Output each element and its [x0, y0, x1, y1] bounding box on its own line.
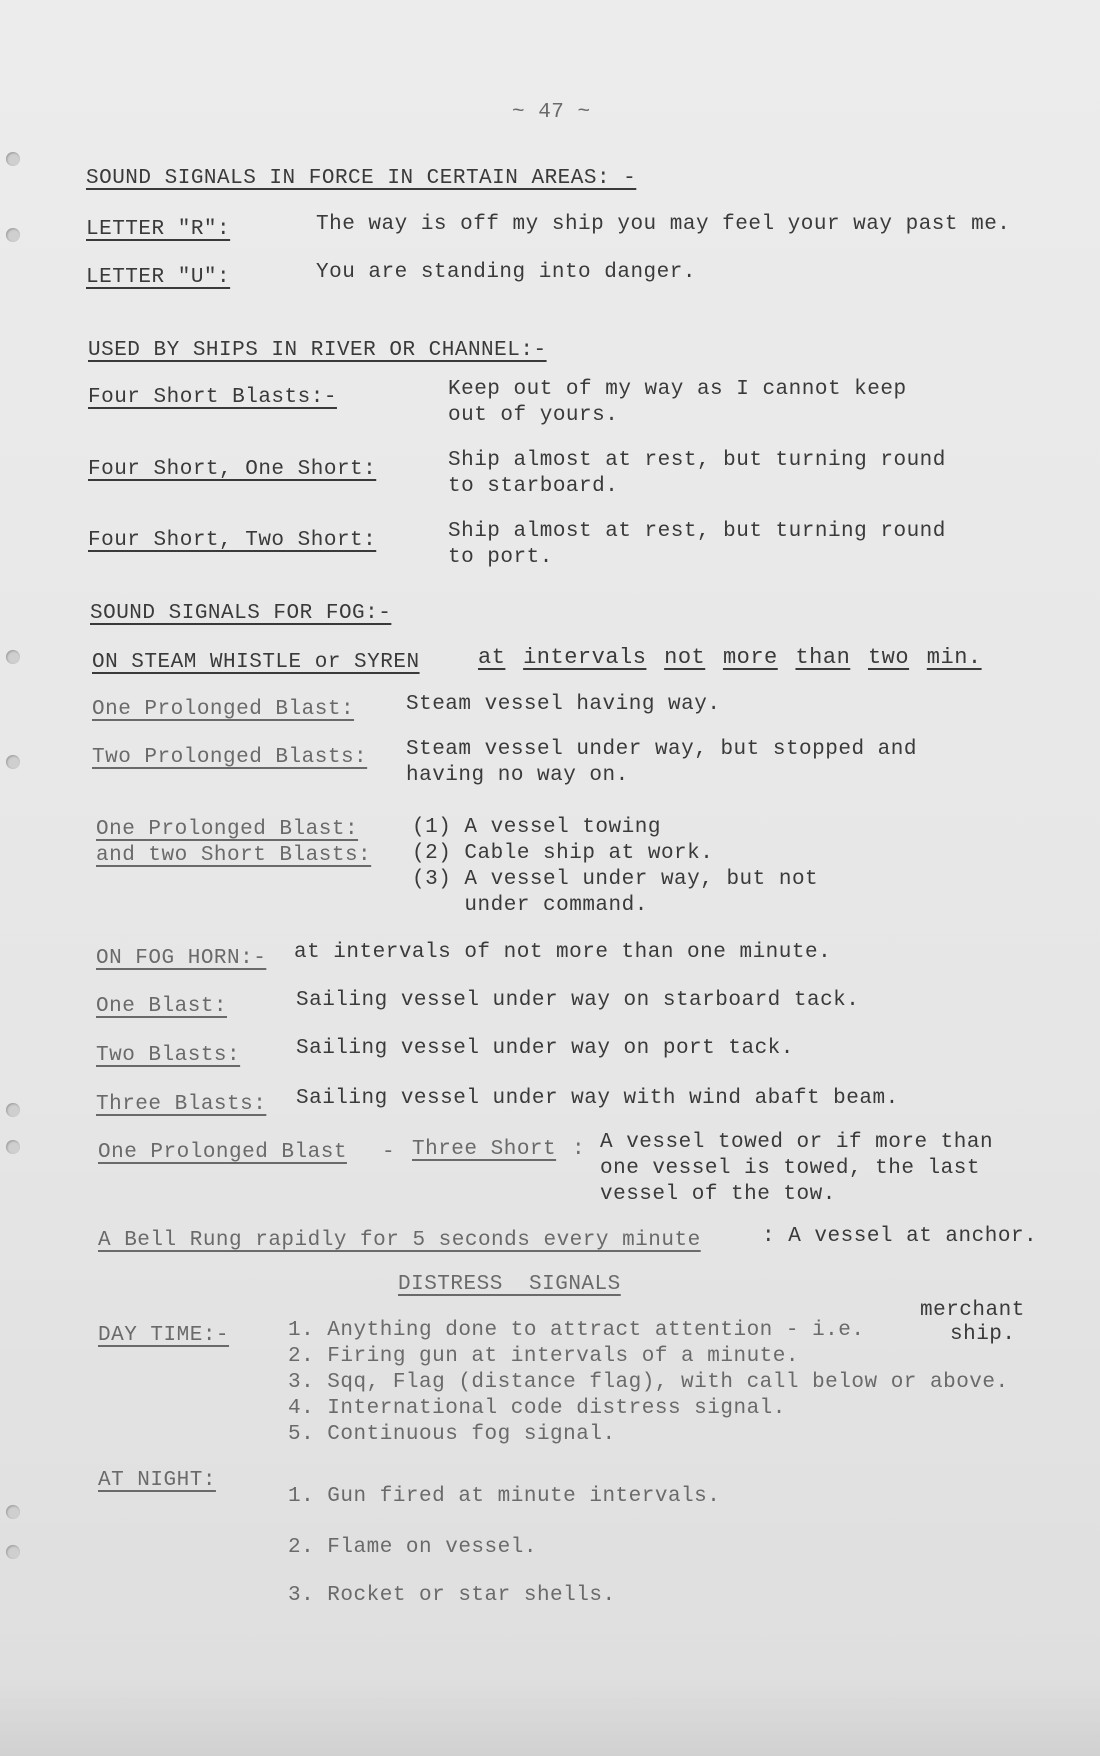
punch-hole [6, 228, 20, 242]
towed-text-cont: one vessel is towed, the last [600, 1157, 980, 1180]
four-short-blasts-label: Four Short Blasts:- [88, 386, 337, 409]
four-short-two-short-label: Four Short, Two Short: [88, 529, 377, 552]
punch-hole [6, 1505, 20, 1519]
bell-rung-text: : A vessel at anchor. [762, 1225, 1038, 1248]
two-prolonged-blasts-label: Two Prolonged Blasts: [92, 746, 368, 769]
towed-colon: : [572, 1138, 586, 1161]
interval-word: min. [926, 645, 982, 670]
prolonged-two-short-item: (2) Cable ship at work. [412, 842, 714, 865]
night-signal-item: 1. Gun fired at minute intervals. [288, 1485, 721, 1508]
four-short-blasts-text-cont: out of yours. [448, 404, 619, 427]
four-short-blasts-text: Keep out of my way as I cannot keep [448, 378, 907, 401]
interval-word: than [795, 645, 851, 670]
four-short-two-short-text-cont: to port. [448, 546, 553, 569]
letter-r-label: LETTER "R": [86, 218, 231, 241]
prolonged-two-short-item: (3) A vessel under way, but not [412, 868, 819, 891]
day-time-label: DAY TIME:- [98, 1324, 230, 1347]
prolonged-two-short-label-cont: and two Short Blasts: [96, 844, 372, 867]
prolonged-two-short-item: (1) A vessel towing [412, 816, 661, 839]
three-blasts-label: Three Blasts: [96, 1093, 267, 1116]
day-signal-item: 4. International code distress signal. [288, 1397, 786, 1420]
merchant-note-cont: ship. [950, 1323, 1016, 1346]
interval-word: at [478, 645, 506, 670]
towed-three-short-label: Three Short [412, 1138, 557, 1161]
day-signal-item: 1. Anything done to attract attention - i.e. [288, 1319, 865, 1342]
letter-u-text: You are standing into danger. [316, 261, 696, 284]
day-signal-item: 3. Sqq, Flag (distance flag), with call below or above. [288, 1371, 1009, 1394]
night-signal-item: 2. Flame on vessel. [288, 1536, 537, 1559]
fog-horn-label: ON FOG HORN:- [96, 947, 267, 970]
one-blast-text: Sailing vessel under way on starboard tack. [296, 989, 860, 1012]
towed-text-cont: vessel of the tow. [600, 1183, 836, 1206]
day-signal-item: 2. Firing gun at intervals of a minute. [288, 1345, 799, 1368]
prolonged-two-short-item: under command. [412, 894, 648, 917]
one-prolonged-blast-text: Steam vessel having way. [406, 693, 721, 716]
interval-word: not [664, 645, 706, 670]
towed-dash: - [382, 1141, 396, 1164]
four-short-one-short-label: Four Short, One Short: [88, 458, 377, 481]
punch-hole [6, 152, 20, 166]
towed-prolonged-label: One Prolonged Blast [98, 1141, 347, 1164]
interval-word: intervals [523, 645, 647, 670]
two-prolonged-blasts-text-cont: having no way on. [406, 764, 629, 787]
day-signal-item: 5. Continuous fog signal. [288, 1423, 616, 1446]
prolonged-two-short-label: One Prolonged Blast: [96, 818, 359, 841]
four-short-two-short-text: Ship almost at rest, but turning round [448, 520, 946, 543]
interval-word: two [867, 645, 910, 670]
four-short-one-short-text: Ship almost at rest, but turning round [448, 449, 946, 472]
bottom-shadow [0, 1676, 1100, 1756]
section-heading-fog: SOUND SIGNALS FOR FOG:- [90, 602, 392, 625]
two-blasts-label: Two Blasts: [96, 1044, 241, 1067]
punch-hole [6, 650, 20, 664]
section-heading-river-channel: USED BY SHIPS IN RIVER OR CHANNEL:- [88, 339, 547, 362]
steam-whistle-label: ON STEAM WHISTLE or SYREN [92, 651, 420, 674]
fog-horn-text: at intervals of not more than one minute. [294, 941, 832, 964]
four-short-one-short-text-cont: to starboard. [448, 475, 619, 498]
page-number: ~ 47 ~ [512, 101, 591, 124]
steam-whistle-interval [478, 645, 982, 671]
one-prolonged-blast-label: One Prolonged Blast: [92, 698, 355, 721]
towed-text: A vessel towed or if more than [600, 1131, 994, 1154]
punch-hole [6, 755, 20, 769]
punch-hole [6, 1103, 20, 1117]
two-blasts-text: Sailing vessel under way on port tack. [296, 1037, 794, 1060]
distress-signals-heading: DISTRESS SIGNALS [398, 1273, 621, 1296]
three-blasts-text: Sailing vessel under way with wind abaft beam. [296, 1087, 899, 1110]
merchant-note: merchant [920, 1299, 1025, 1322]
punch-hole [6, 1545, 20, 1559]
letter-u-label: LETTER "U": [86, 266, 231, 289]
section-heading-sound-signals-areas: SOUND SIGNALS IN FORCE IN CERTAIN AREAS: - [86, 167, 637, 190]
night-signal-item: 3. Rocket or star shells. [288, 1584, 616, 1607]
at-night-label: AT NIGHT: [98, 1469, 216, 1492]
letter-r-text: The way is off my ship you may feel your way past me. [316, 213, 1011, 236]
interval-word: more [722, 645, 778, 670]
punch-hole [6, 1140, 20, 1154]
two-prolonged-blasts-text: Steam vessel under way, but stopped and [406, 738, 917, 761]
bell-rung-label: A Bell Rung rapidly for 5 seconds every minute [98, 1229, 701, 1252]
one-blast-label: One Blast: [96, 995, 228, 1018]
